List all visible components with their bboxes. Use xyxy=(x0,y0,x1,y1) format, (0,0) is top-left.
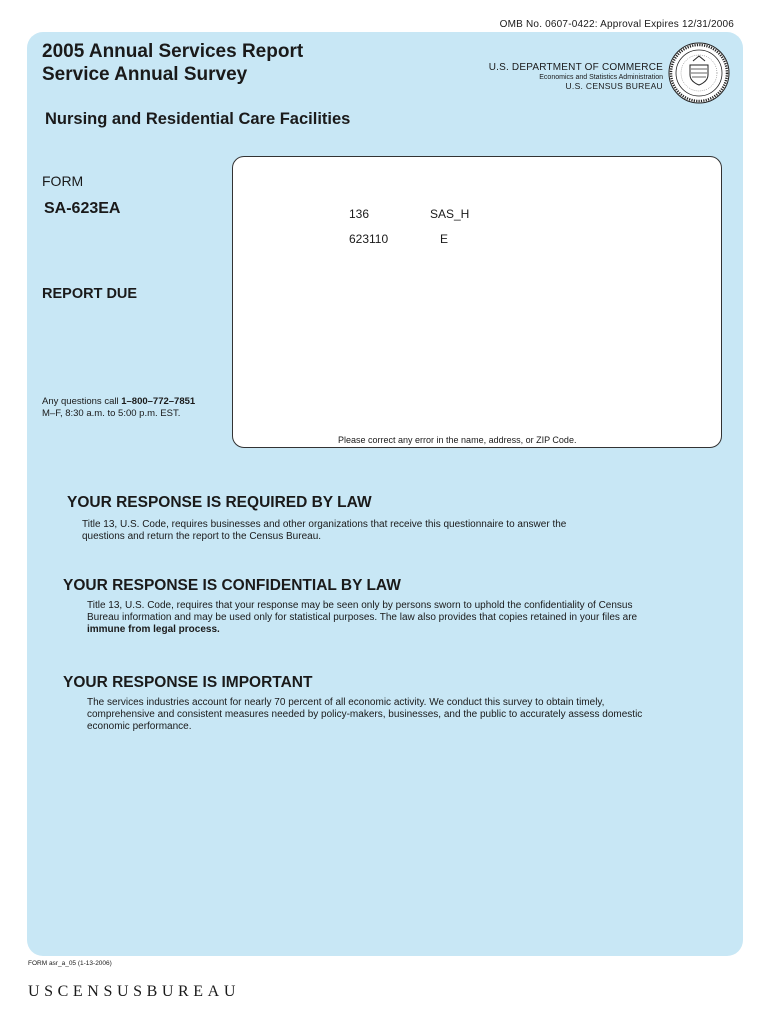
address-code-4: E xyxy=(440,232,449,246)
form-code: FORM asr_a_05 (1-13-2006) xyxy=(28,960,112,967)
address-code-3: 623110 xyxy=(349,232,389,246)
address-correction-note: Please correct any error in the name, address, or ZIP Code. xyxy=(338,435,577,445)
report-title-line-1: 2005 Annual Services Report xyxy=(42,41,304,62)
required-by-law-text xyxy=(82,519,566,543)
mailing-address-box xyxy=(232,156,722,448)
census-bureau-logo: USCENSUSBUREAU xyxy=(28,983,240,1000)
report-title xyxy=(42,40,303,86)
confidential-by-law-text xyxy=(87,600,637,636)
phone-number: 1–800–772–7851 xyxy=(121,396,196,407)
required-line-2: questions and return the report to the Census Bureau. xyxy=(82,531,322,542)
department-of-commerce-seal-icon xyxy=(668,42,730,104)
confidential-line-1: Title 13, U.S. Code, requires that your response may be seen only by persons sworn to uphold the confidentiality of Census xyxy=(87,600,633,611)
omb-approval-notice: OMB No. 0607-0422: Approval Expires 12/31/2006 xyxy=(499,19,734,30)
important-line-3: economic performance. xyxy=(87,721,192,732)
report-title-line-2: Service Annual Survey xyxy=(42,64,248,85)
address-code-1: 136 xyxy=(349,207,370,221)
required-by-law-heading: YOUR RESPONSE IS REQUIRED BY LAW xyxy=(67,494,372,511)
address-code-2: SAS_H xyxy=(430,207,470,221)
confidential-line-2: Bureau information and may be used only for statistical purposes. The law also provides that copies retained in your files are xyxy=(87,612,638,623)
questions-line-1 xyxy=(42,396,195,408)
confidential-by-law-heading: YOUR RESPONSE IS CONFIDENTIAL BY LAW xyxy=(63,577,401,594)
administration-name: Economics and Statistics Administration xyxy=(539,74,663,81)
survey-subtitle: Nursing and Residential Care Facilities xyxy=(45,110,351,128)
important-line-2: comprehensive and consistent measures needed by policy-makers, businesses, and the public to accurately assess domestic xyxy=(87,709,643,720)
business-hours: M–F, 8:30 a.m. to 5:00 p.m. EST. xyxy=(42,408,181,419)
response-important-heading: YOUR RESPONSE IS IMPORTANT xyxy=(63,674,313,691)
department-name: U.S. DEPARTMENT OF COMMERCE xyxy=(488,62,663,73)
important-line-1: The services industries account for nearly 70 percent of all economic activity. We conduct this survey to obtain timely, xyxy=(87,697,605,708)
form-label: FORM xyxy=(42,173,84,189)
questions-prefix: Any questions call xyxy=(42,396,122,407)
response-important-text xyxy=(87,697,642,733)
required-line-1: Title 13, U.S. Code, requires businesses and other organizations that receive this questionnaire to answer the xyxy=(82,519,567,530)
confidential-line-3 xyxy=(87,624,637,636)
immune-from-legal-process: immune from legal process. xyxy=(87,624,220,635)
form-number: SA-623EA xyxy=(44,200,121,217)
report-due-label: REPORT DUE xyxy=(42,286,138,302)
questions-contact xyxy=(42,396,195,420)
department-block xyxy=(489,62,663,91)
bureau-name: U.S. CENSUS BUREAU xyxy=(565,81,663,91)
